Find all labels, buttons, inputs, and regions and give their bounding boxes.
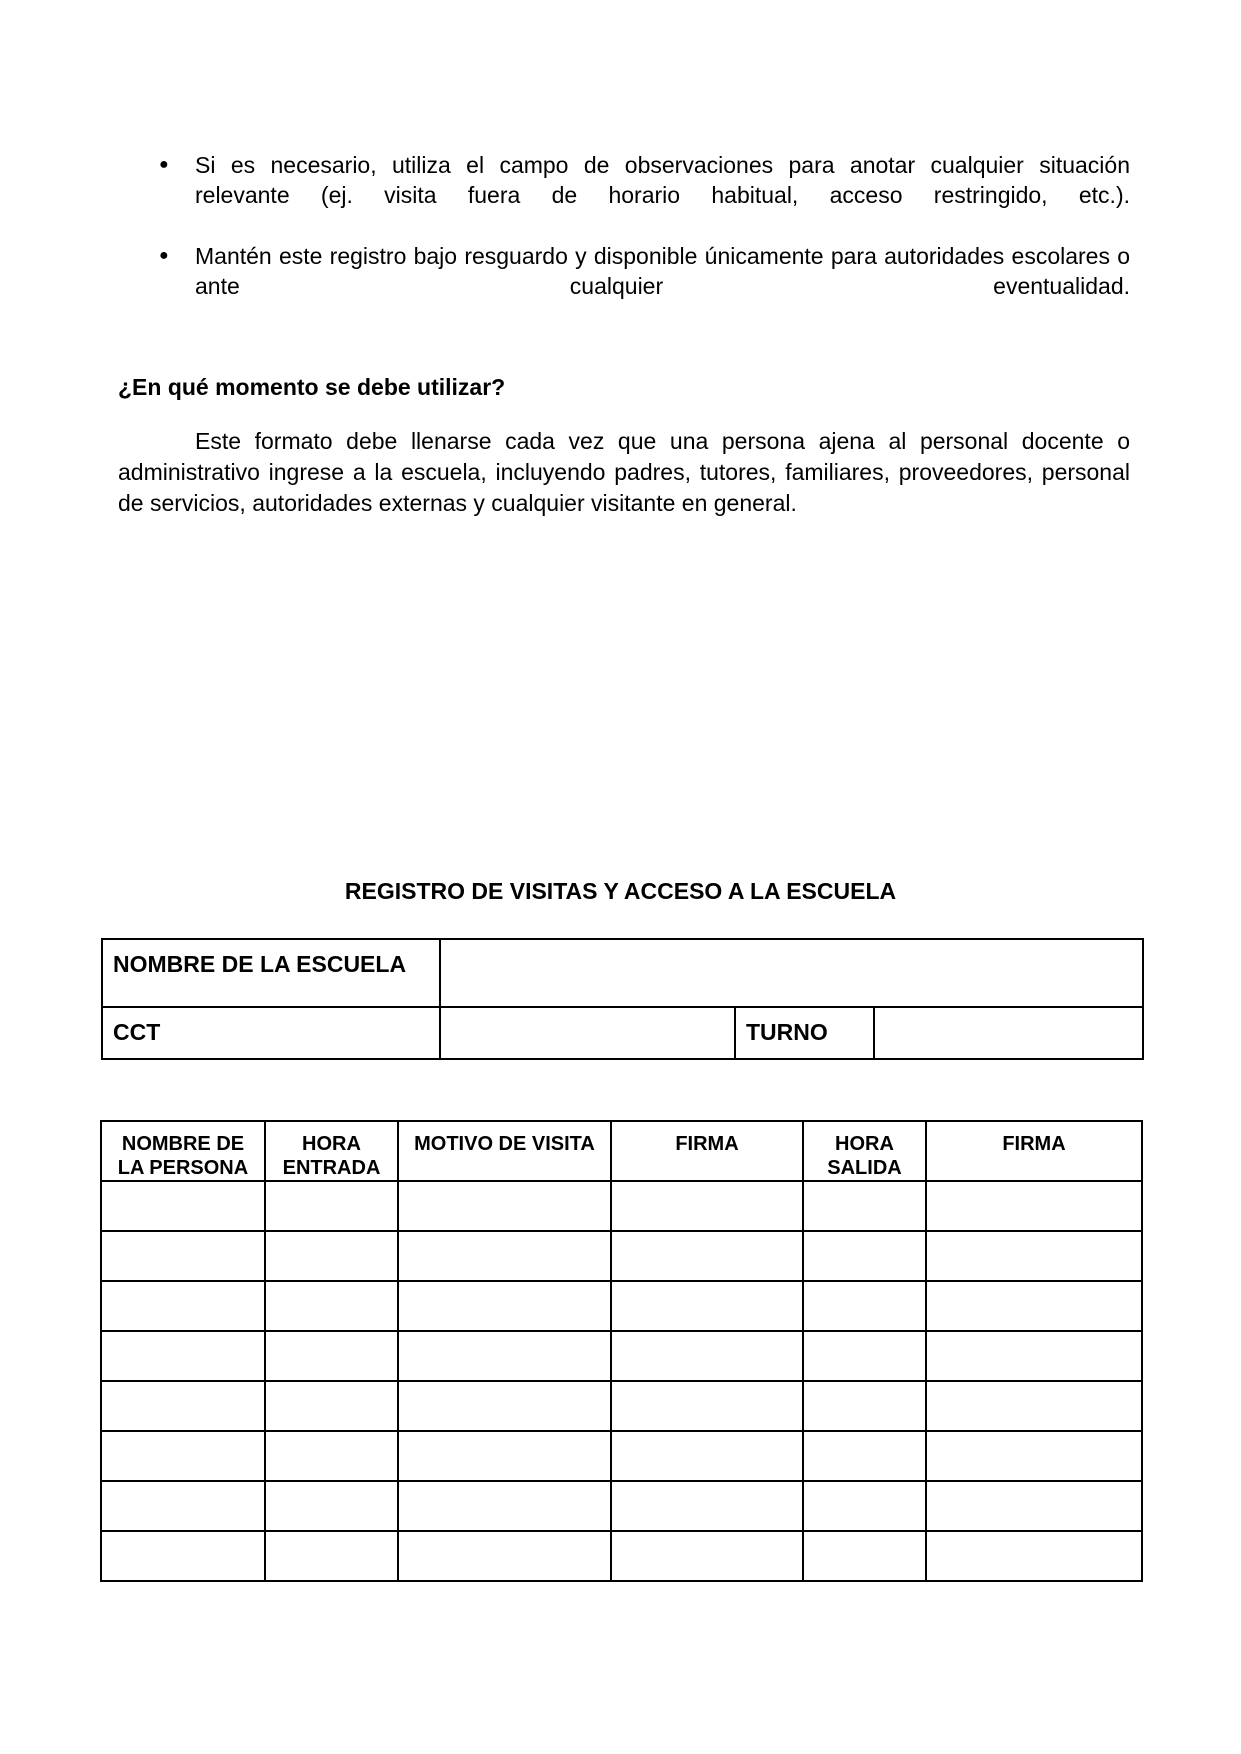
table-cell[interactable]: [265, 1181, 398, 1231]
col-header-person-name: NOMBRE DE LA PERSONA: [101, 1121, 265, 1181]
table-cell[interactable]: [611, 1381, 803, 1431]
table-cell[interactable]: [926, 1431, 1142, 1481]
col-header-entry-signature: FIRMA: [611, 1121, 803, 1181]
table-cell[interactable]: [398, 1381, 611, 1431]
visits-table: [100, 1120, 1143, 1582]
table-row: [101, 1281, 1142, 1331]
table-cell[interactable]: [803, 1281, 926, 1331]
turno-field[interactable]: [874, 1007, 1143, 1059]
table-row: [101, 1431, 1142, 1481]
table-cell[interactable]: [398, 1431, 611, 1481]
list-item: [118, 150, 1130, 210]
table-cell[interactable]: [265, 1331, 398, 1381]
col-header-exit-signature: FIRMA: [926, 1121, 1142, 1181]
bullet-text: Mantén este registro bajo resguardo y disponible únicamente para autoridades escolares o ante cualquier eventualidad.: [195, 243, 1130, 299]
cct-label: CCT: [102, 1007, 440, 1059]
table-cell[interactable]: [803, 1181, 926, 1231]
table-cell[interactable]: [398, 1231, 611, 1281]
bullet-icon: ●: [159, 247, 169, 264]
cct-field[interactable]: [440, 1007, 735, 1059]
table-cell[interactable]: [926, 1531, 1142, 1581]
table-cell[interactable]: [398, 1181, 611, 1231]
table-cell[interactable]: [611, 1231, 803, 1281]
table-cell[interactable]: [101, 1481, 265, 1531]
table-cell[interactable]: [265, 1531, 398, 1581]
table-row: [101, 1381, 1142, 1431]
table-cell[interactable]: [398, 1531, 611, 1581]
table-cell[interactable]: [926, 1481, 1142, 1531]
table-cell[interactable]: [803, 1481, 926, 1531]
table-cell[interactable]: [926, 1281, 1142, 1331]
table-cell[interactable]: [926, 1331, 1142, 1381]
bullet-icon: ●: [159, 156, 169, 173]
table-cell[interactable]: [101, 1331, 265, 1381]
usage-heading: ¿En qué momento se debe utilizar?: [118, 374, 506, 400]
table-row: [101, 1231, 1142, 1281]
table-cell[interactable]: [926, 1381, 1142, 1431]
usage-paragraph: Este formato debe llenarse cada vez que una persona ajena al personal docente o administrativo ingrese a la escuela, incluyendo padres, tutores, familiares, proveedores, personal de servicios, autoridades externas y cualquier visitante en general.: [118, 428, 1130, 516]
table-cell[interactable]: [101, 1531, 265, 1581]
table-row: [101, 1481, 1142, 1531]
form-title: REGISTRO DE VISITAS Y ACCESO A LA ESCUELA: [344, 878, 897, 904]
table-cell[interactable]: [611, 1531, 803, 1581]
instructions-list: [118, 150, 1130, 332]
bullet-text: Si es necesario, utiliza el campo de observaciones para anotar cualquier situación relevante (ej. visita fuera de horario habitual, acceso restringido, etc.).: [195, 152, 1130, 208]
table-cell[interactable]: [265, 1281, 398, 1331]
table-cell[interactable]: [611, 1181, 803, 1231]
turno-label: TURNO: [735, 1007, 874, 1059]
table-cell[interactable]: [101, 1431, 265, 1481]
list-item: [118, 241, 1130, 301]
table-cell[interactable]: [265, 1381, 398, 1431]
school-info-table: [101, 938, 1144, 1060]
table-cell[interactable]: [803, 1431, 926, 1481]
table-cell[interactable]: [926, 1181, 1142, 1231]
table-row: [101, 1181, 1142, 1231]
col-header-entry-time: HORA ENTRADA: [265, 1121, 398, 1181]
table-cell[interactable]: [803, 1381, 926, 1431]
table-cell[interactable]: [101, 1381, 265, 1431]
table-cell[interactable]: [398, 1331, 611, 1381]
table-cell[interactable]: [265, 1431, 398, 1481]
table-cell[interactable]: [803, 1331, 926, 1381]
table-header-row: [101, 1121, 1142, 1181]
table-cell[interactable]: [611, 1481, 803, 1531]
table-cell[interactable]: [611, 1431, 803, 1481]
school-name-field[interactable]: [440, 939, 1143, 1007]
table-cell[interactable]: [265, 1231, 398, 1281]
table-cell[interactable]: [398, 1481, 611, 1531]
school-name-label: NOMBRE DE LA ESCUELA: [102, 939, 440, 1007]
school-name-row: [102, 939, 1143, 1007]
table-cell[interactable]: [803, 1531, 926, 1581]
table-cell[interactable]: [611, 1281, 803, 1331]
table-cell[interactable]: [265, 1481, 398, 1531]
table-cell[interactable]: [611, 1331, 803, 1381]
table-row: [101, 1331, 1142, 1381]
table-cell[interactable]: [101, 1281, 265, 1331]
table-cell[interactable]: [101, 1181, 265, 1231]
table-cell[interactable]: [926, 1231, 1142, 1281]
table-row: [101, 1531, 1142, 1581]
cct-row: [102, 1007, 1143, 1059]
table-cell[interactable]: [803, 1231, 926, 1281]
table-cell[interactable]: [101, 1231, 265, 1281]
table-cell[interactable]: [398, 1281, 611, 1331]
col-header-visit-reason: MOTIVO DE VISITA: [398, 1121, 611, 1181]
col-header-exit-time: HORA SALIDA: [803, 1121, 926, 1181]
